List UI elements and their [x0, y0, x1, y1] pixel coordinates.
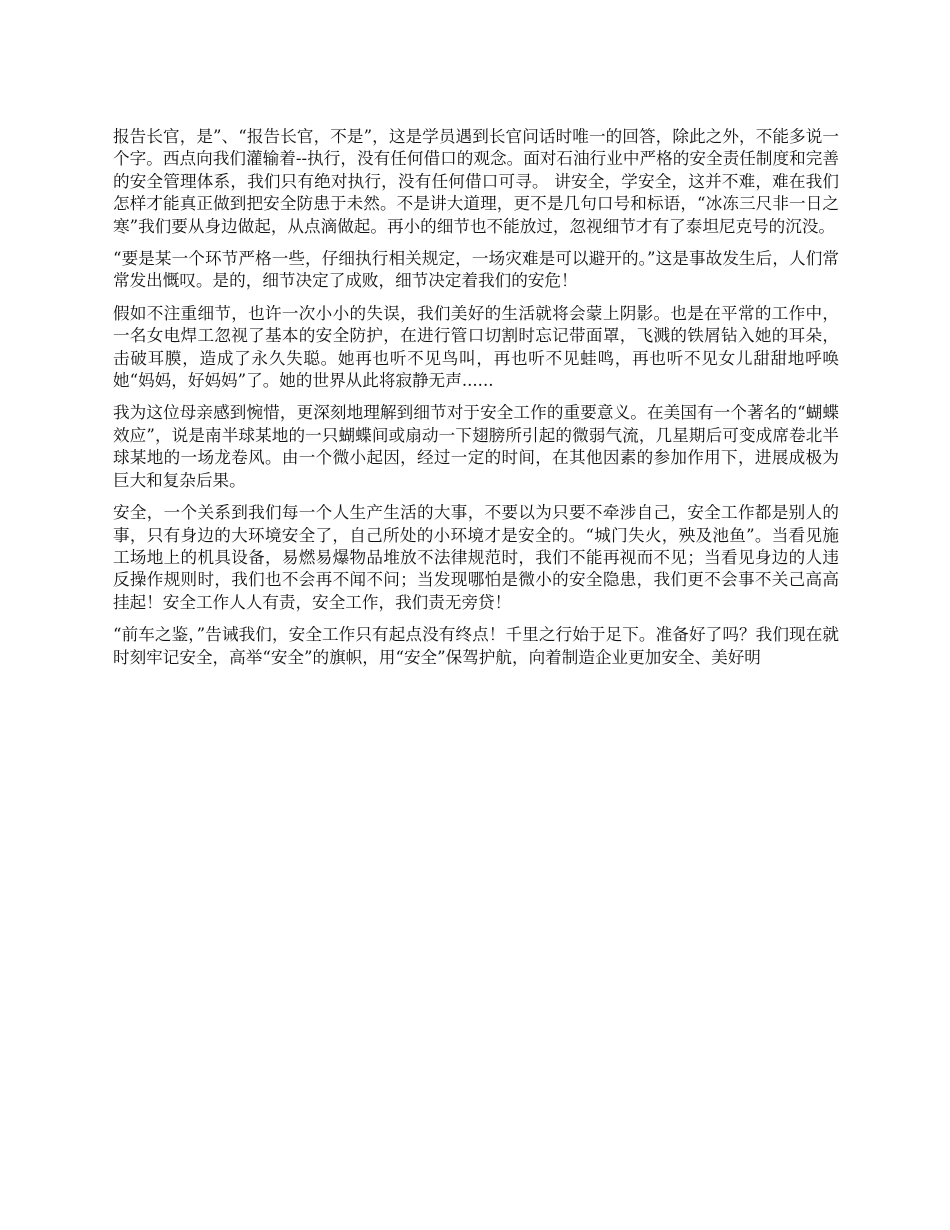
- paragraph-3: 假如不注重细节，也许一次小小的失误，我们美好的生活就将会蒙上阴影。也是在平常的工作中，一名女电焊工忽视了基本的安全防护，在进行管口切割时忘记带面罩，飞溅的铁屑钻入她的耳朵，击破耳膜，造成了永久失聪。她再也听不见鸟叫，再也听不见蛙鸣，再也听不见女儿甜甜地呼唤她“妈妈，好妈妈”了。她的世界从此将寂静无声......: [113, 303, 839, 391]
- document-body: [113, 126, 839, 679]
- paragraph-1: 报告长官，是”、“报告长官，不是”，这是学员遇到长官问话时唯一的回答，除此之外，不能多说一个字。西点向我们灌输着--执行，没有任何借口的观念。面对石油行业中严格的安全责任制度和完善的安全管理体系，我们只有绝对执行，没有任何借口可寻。 讲安全，学安全，这并不难，难在我们怎样才能真正做到把安全防患于未然。不是讲大道理，更不是几句口号和标语，“冰冻三尺非一日之寒”我们要从身边做起，从点滴做起。再小的细节也不能放过，忽视细节才有了泰坦尼克号的沉没。: [113, 127, 839, 236]
- paragraph-2: “要是某一个环节严格一些，仔细执行相关规定，一场灾难是可以避开的。”这是事故发生后，人们常常发出慨叹。是的，细节决定了成败，细节决定着我们的安危！: [113, 249, 839, 291]
- paragraph-6: “前车之鉴，”告诫我们，安全工作只有起点没有终点！千里之行始于足下。准备好了吗？我们现在就时刻牢记安全，高举“安全”的旗帜，用“安全”保驾护航，向着制造企业更加安全、美好明: [113, 625, 839, 667]
- paragraph-5: 安全，一个关系到我们每一个人生产生活的大事，不要以为只要不牵涉自己，安全工作都是别人的事，只有身边的大环境安全了，自己所处的小环境才是安全的。“城门失火，殃及池鱼”。当看见施工场地上的机具设备，易燃易爆物品堆放不法律规范时，我们不能再视而不见；当看见身边的人违反操作规则时，我们也不会再不闻不问；当发现哪怕是微小的安全隐患，我们更不会事不关己高高挂起！安全工作人人有责，安全工作，我们责无旁贷！: [113, 503, 839, 612]
- paragraph-4: 我为这位母亲感到惋惜，更深刻地理解到细节对于安全工作的重要意义。在美国有一个著名的“蝴蝶效应”，说是南半球某地的一只蝴蝶间或扇动一下翅膀所引起的微弱气流，几星期后可变成席卷北半球某地的一场龙卷风。由一个微小起因，经过一定的时间，在其他因素的参加作用下，进展成极为巨大和复杂后果。: [113, 403, 839, 490]
